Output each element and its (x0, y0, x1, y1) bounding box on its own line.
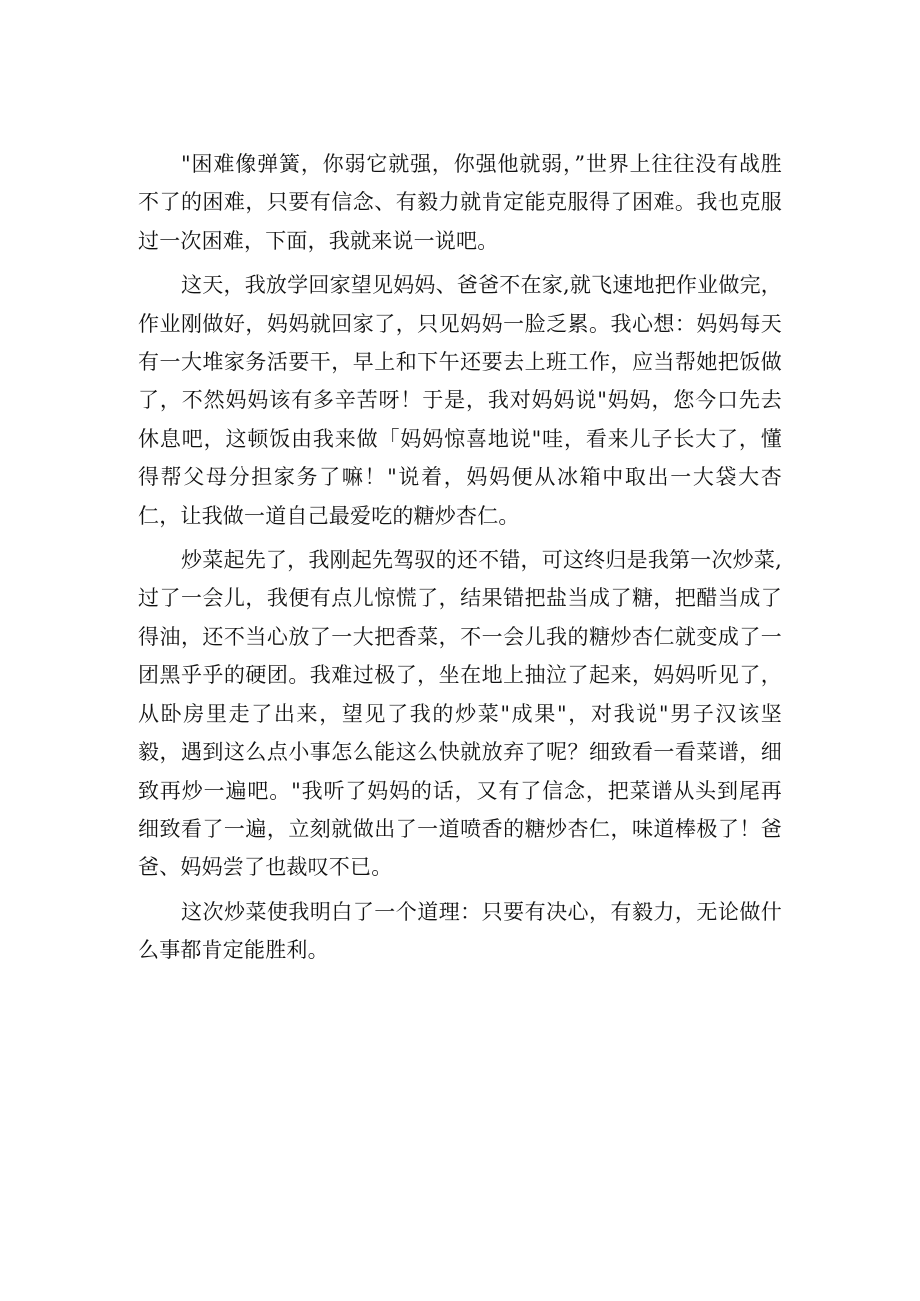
paragraph-4: 这次炒菜使我明白了一个道理：只要有决心，有毅力，无论做什么事都肯定能胜利。 (138, 899, 782, 963)
paragraph-2: 这天，我放学回家望见妈妈、爸爸不在家,就飞速地把作业做完，作业刚做好，妈妈就回家了，只见妈妈一脸乏累。我心想：妈妈每天有一大堆家务活要干，早上和下午还要去上班工作，应当帮她把饭做了，不然妈妈该有多辛苦呀！于是，我对妈妈说"妈妈，您今口先去休息吧，这顿饭由我来做「妈妈惊喜地说"哇，看来儿子长大了，懂得帮父母分担家务了嘛！"说着，妈妈便从冰箱中取出一大袋大杏仁，让我做一道自己最爱吃的糖炒杏仁。 (138, 273, 782, 528)
paragraph-3: 炒菜起先了，我刚起先驾驭的还不错，可这终归是我第一次炒菜,过了一会儿，我便有点儿惊慌了，结果错把盐当成了糖，把醋当成了得油，还不当心放了一大把香菜，不一会儿我的糖炒杏仁就变成了一团黑乎乎的硬团。我难过极了，坐在地上抽泣了起来，妈妈听见了，从卧房里走了出来，望见了我的炒菜"成果"，对我说"男子汉该坚毅，遇到这么点小事怎么能这么快就放弃了呢？细致看一看菜谱，细致再炒一遍吧。"我听了妈妈的话，又有了信念，把菜谱从头到尾再细致看了一遍，立刻就做出了一道喷香的糖炒杏仁，味道棒极了！爸爸、妈妈尝了也裁叹不已。 (138, 548, 782, 880)
paragraph-1: "困难像弹簧，你弱它就强，你强他就弱，”世界上往往没有战胜不了的困难，只要有信念、有毅力就肯定能克服得了困难。我也克服过一次困难，下面，我就来说一说吧。 (138, 152, 782, 253)
